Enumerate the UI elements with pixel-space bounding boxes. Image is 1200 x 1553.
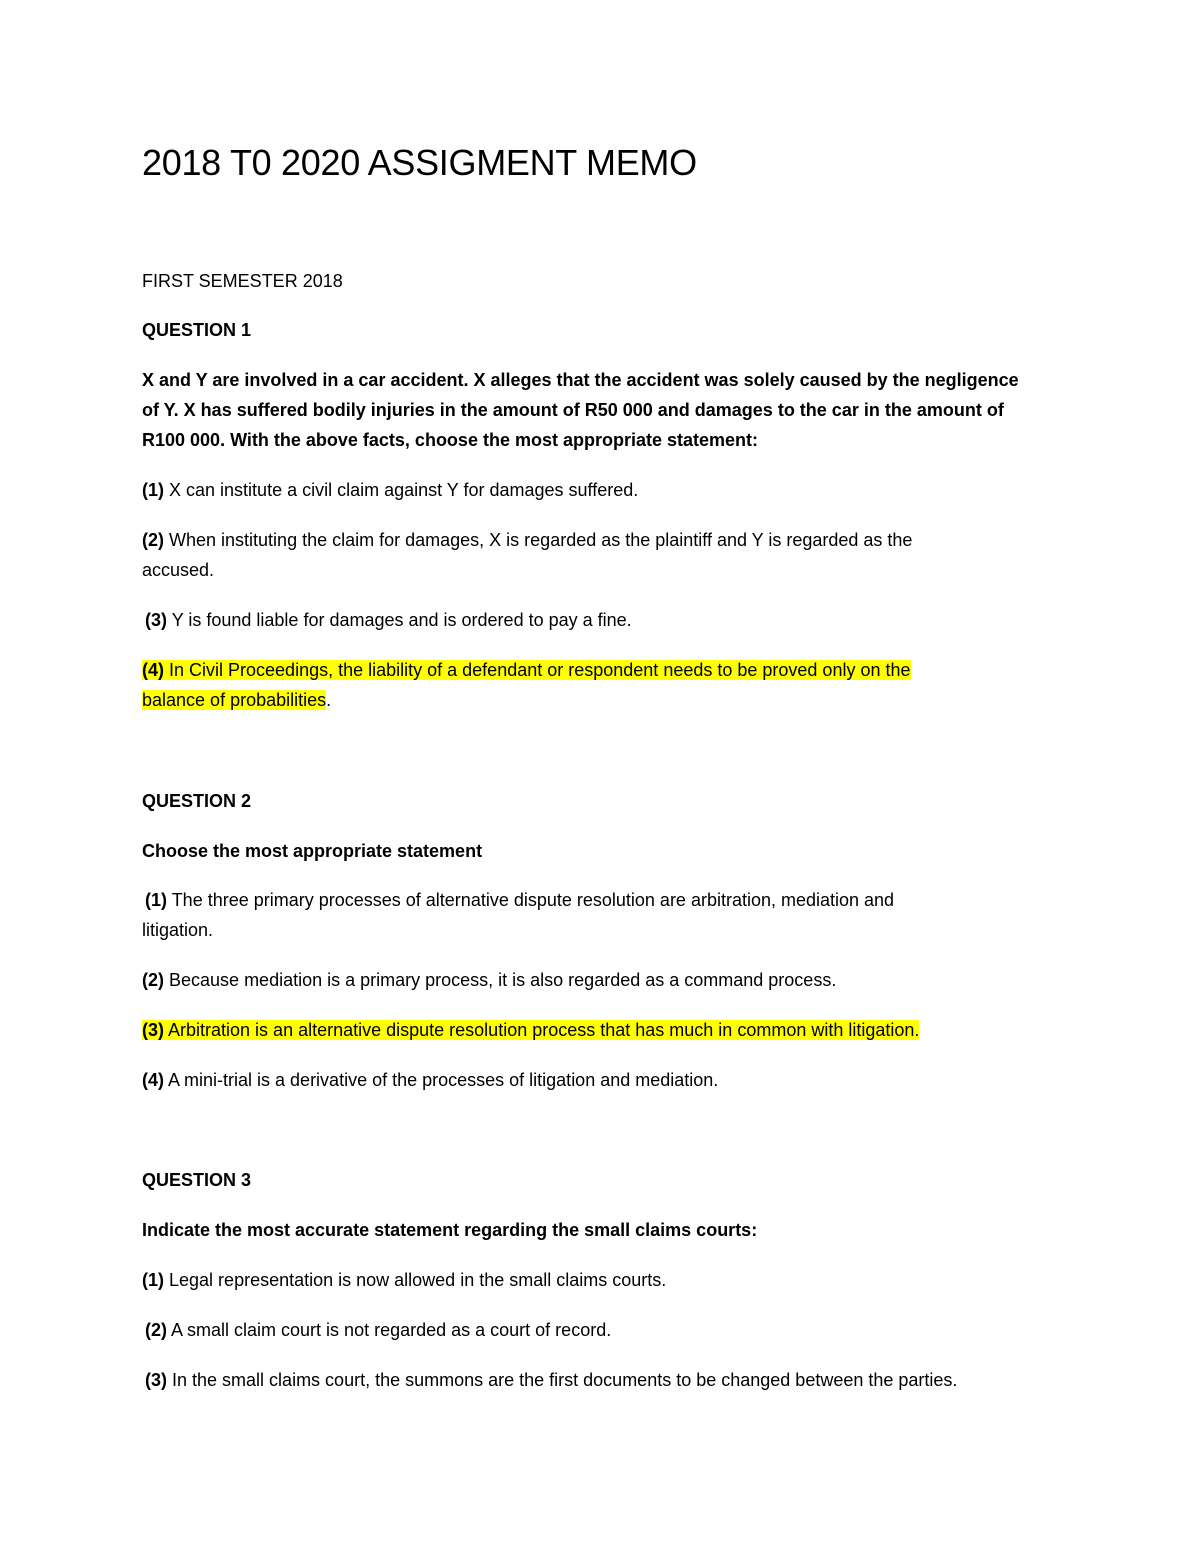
- prompt-line: R100 000. With the above facts, choose the most appropriate statement:: [142, 430, 758, 450]
- q2-option-4: [142, 1065, 718, 1095]
- option-trail: .: [326, 690, 332, 710]
- option-text: A small claim court is not regarded as a court of record.: [171, 1320, 612, 1340]
- prompt-line: X and Y are involved in a car accident. X alleges that the accident was solely caused by the negligence: [142, 370, 1019, 390]
- option-number: (3): [145, 1370, 167, 1390]
- option-text: Arbitration is an alternative dispute resolution process that has much in common with litigation.: [168, 1020, 920, 1040]
- q1-option-3: [145, 605, 632, 635]
- question-2-prompt: Choose the most appropriate statement: [142, 841, 483, 861]
- option-number: (2): [145, 1320, 167, 1340]
- option-text: Legal representation is now allowed in the small claims courts.: [169, 1270, 667, 1290]
- option-text: A mini-trial is a derivative of the processes of litigation and mediation.: [168, 1070, 719, 1090]
- question-1-heading: QUESTION 1: [142, 320, 252, 340]
- option-text-cont: accused.: [142, 560, 215, 580]
- option-number: (4): [142, 1070, 164, 1090]
- q1-option-4-correct: [142, 655, 911, 715]
- q2-option-2: [142, 965, 836, 995]
- option-text-cont: balance of probabilities: [142, 690, 327, 710]
- option-text: The three primary processes of alternative dispute resolution are arbitration, mediation and: [171, 890, 895, 910]
- option-number: (1): [145, 890, 167, 910]
- question-3-heading: QUESTION 3: [142, 1170, 252, 1190]
- q3-option-1: [142, 1265, 666, 1295]
- option-number: (3): [145, 610, 167, 630]
- q1-option-1: [142, 475, 638, 505]
- semester-label: FIRST SEMESTER 2018: [142, 271, 343, 291]
- question-2-heading: QUESTION 2: [142, 791, 252, 811]
- option-number: (1): [142, 1270, 164, 1290]
- option-text: X can institute a civil claim against Y for damages suffered.: [169, 480, 639, 500]
- option-text: Because mediation is a primary process, it is also regarded as a command process.: [169, 970, 837, 990]
- q3-option-2: [145, 1315, 611, 1345]
- document-title: 2018 T0 2020 ASSIGMENT MEMO: [142, 142, 697, 183]
- q1-option-2: [142, 525, 912, 585]
- option-number: (3): [142, 1020, 164, 1040]
- question-3-prompt: Indicate the most accurate statement regarding the small claims courts:: [142, 1220, 758, 1240]
- option-text: Y is found liable for damages and is ordered to pay a fine.: [171, 610, 632, 630]
- option-text: When instituting the claim for damages, X is regarded as the plaintiff and Y is regarded as the: [169, 530, 913, 550]
- q2-option-1: [142, 885, 895, 945]
- question-1-prompt: [142, 365, 1019, 455]
- option-number: (1): [142, 480, 164, 500]
- option-number: (2): [142, 970, 164, 990]
- option-text: In the small claims court, the summons are the first documents to be changed between the parties.: [172, 1370, 958, 1390]
- option-text: In Civil Proceedings, the liability of a defendant or respondent needs to be proved only on the: [169, 660, 911, 680]
- q3-option-3: [145, 1365, 957, 1395]
- prompt-line: of Y. X has suffered bodily injuries in the amount of R50 000 and damages to the car in the amount of: [142, 400, 1004, 420]
- option-text-cont: litigation.: [142, 920, 214, 940]
- option-number: (2): [142, 530, 164, 550]
- option-number: (4): [142, 660, 164, 680]
- q2-option-3-correct: [142, 1015, 919, 1045]
